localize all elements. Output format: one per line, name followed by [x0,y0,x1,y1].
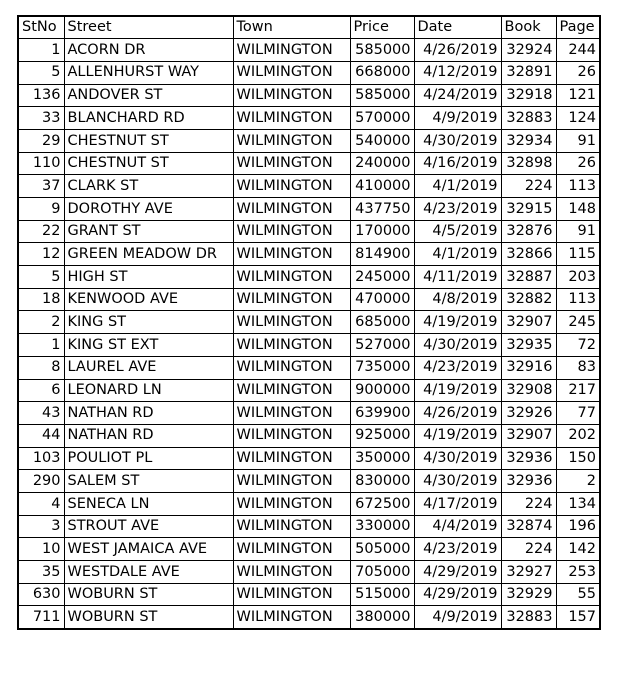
cell-price: 380000 [350,606,414,629]
table-row [18,175,600,198]
cell-street: CLARK ST [64,175,233,198]
cell-stno: 110 [18,152,64,175]
cell-town: WILMINGTON [233,152,350,175]
cell-price: 735000 [350,356,414,379]
cell-stno: 5 [18,266,64,289]
cell-date: 4/26/2019 [414,39,501,62]
cell-book: 32935 [501,334,556,357]
cell-price: 900000 [350,379,414,402]
cell-street: KENWOOD AVE [64,288,233,311]
cell-book: 32926 [501,402,556,425]
cell-book: 32936 [501,470,556,493]
cell-page: 196 [556,515,600,538]
col-header-price: Price [350,16,414,39]
cell-date: 4/19/2019 [414,311,501,334]
cell-book: 32915 [501,198,556,221]
cell-price: 585000 [350,39,414,62]
cell-date: 4/24/2019 [414,84,501,107]
cell-stno: 6 [18,379,64,402]
cell-street: ACORN DR [64,39,233,62]
table-row [18,515,600,538]
cell-book: 32883 [501,606,556,629]
cell-street: ALLENHURST WAY [64,61,233,84]
cell-date: 4/29/2019 [414,583,501,606]
cell-book: 32874 [501,515,556,538]
cell-stno: 12 [18,243,64,266]
cell-stno: 44 [18,424,64,447]
cell-date: 4/23/2019 [414,198,501,221]
cell-stno: 3 [18,515,64,538]
cell-stno: 37 [18,175,64,198]
cell-book: 32887 [501,266,556,289]
cell-street: GREEN MEADOW DR [64,243,233,266]
cell-stno: 8 [18,356,64,379]
table-row [18,424,600,447]
cell-street: WOBURN ST [64,583,233,606]
cell-town: WILMINGTON [233,107,350,130]
cell-page: 72 [556,334,600,357]
col-header-page: Page [556,16,600,39]
cell-town: WILMINGTON [233,266,350,289]
cell-stno: 290 [18,470,64,493]
cell-town: WILMINGTON [233,175,350,198]
cell-street: LAUREL AVE [64,356,233,379]
cell-street: SALEM ST [64,470,233,493]
cell-street: KING ST [64,311,233,334]
cell-stno: 5 [18,61,64,84]
cell-town: WILMINGTON [233,561,350,584]
cell-book: 32916 [501,356,556,379]
cell-page: 142 [556,538,600,561]
cell-book: 32924 [501,39,556,62]
cell-book: 32934 [501,129,556,152]
cell-date: 4/12/2019 [414,61,501,84]
cell-street: CHESTNUT ST [64,129,233,152]
cell-town: WILMINGTON [233,311,350,334]
cell-town: WILMINGTON [233,198,350,221]
cell-town: WILMINGTON [233,334,350,357]
cell-stno: 9 [18,198,64,221]
table-row [18,61,600,84]
table-row [18,356,600,379]
cell-stno: 43 [18,402,64,425]
table-row [18,198,600,221]
cell-town: WILMINGTON [233,492,350,515]
cell-street: DOROTHY AVE [64,198,233,221]
cell-date: 4/29/2019 [414,561,501,584]
cell-town: WILMINGTON [233,61,350,84]
cell-street: WOBURN ST [64,606,233,629]
table-row [18,243,600,266]
cell-street: HIGH ST [64,266,233,289]
cell-date: 4/30/2019 [414,334,501,357]
cell-book: 32907 [501,424,556,447]
table-row [18,583,600,606]
cell-stno: 630 [18,583,64,606]
cell-book: 224 [501,492,556,515]
table-row [18,606,600,629]
cell-page: 91 [556,129,600,152]
cell-page: 91 [556,220,600,243]
cell-street: ANDOVER ST [64,84,233,107]
cell-date: 4/19/2019 [414,379,501,402]
table-row [18,129,600,152]
cell-price: 350000 [350,447,414,470]
cell-price: 470000 [350,288,414,311]
cell-town: WILMINGTON [233,424,350,447]
cell-town: WILMINGTON [233,515,350,538]
header-row [18,16,600,39]
cell-stno: 18 [18,288,64,311]
table-row [18,311,600,334]
cell-date: 4/9/2019 [414,107,501,130]
cell-date: 4/16/2019 [414,152,501,175]
cell-book: 32927 [501,561,556,584]
cell-street: WESTDALE AVE [64,561,233,584]
cell-price: 540000 [350,129,414,152]
cell-page: 244 [556,39,600,62]
cell-date: 4/26/2019 [414,402,501,425]
cell-stno: 1 [18,39,64,62]
cell-book: 32908 [501,379,556,402]
cell-street: BLANCHARD RD [64,107,233,130]
table-row [18,538,600,561]
cell-price: 527000 [350,334,414,357]
table-row [18,561,600,584]
table-row [18,84,600,107]
cell-date: 4/8/2019 [414,288,501,311]
cell-price: 814900 [350,243,414,266]
table-row [18,470,600,493]
cell-date: 4/23/2019 [414,538,501,561]
cell-street: WEST JAMAICA AVE [64,538,233,561]
cell-date: 4/11/2019 [414,266,501,289]
table-row [18,334,600,357]
cell-page: 157 [556,606,600,629]
cell-town: WILMINGTON [233,220,350,243]
cell-page: 253 [556,561,600,584]
cell-town: WILMINGTON [233,538,350,561]
cell-book: 32866 [501,243,556,266]
cell-date: 4/1/2019 [414,243,501,266]
cell-stno: 711 [18,606,64,629]
cell-page: 113 [556,288,600,311]
cell-price: 705000 [350,561,414,584]
cell-town: WILMINGTON [233,84,350,107]
table-row [18,152,600,175]
cell-page: 26 [556,152,600,175]
cell-town: WILMINGTON [233,379,350,402]
cell-date: 4/19/2019 [414,424,501,447]
cell-date: 4/30/2019 [414,129,501,152]
table-body [18,39,600,629]
cell-book: 32918 [501,84,556,107]
cell-town: WILMINGTON [233,470,350,493]
table-row [18,492,600,515]
cell-stno: 136 [18,84,64,107]
cell-stno: 10 [18,538,64,561]
cell-book: 32936 [501,447,556,470]
table-row [18,288,600,311]
cell-price: 570000 [350,107,414,130]
cell-date: 4/1/2019 [414,175,501,198]
cell-page: 150 [556,447,600,470]
cell-price: 585000 [350,84,414,107]
table-row [18,447,600,470]
cell-date: 4/30/2019 [414,447,501,470]
cell-page: 113 [556,175,600,198]
cell-street: NATHAN RD [64,424,233,447]
cell-town: WILMINGTON [233,129,350,152]
cell-page: 245 [556,311,600,334]
table-row [18,39,600,62]
cell-town: WILMINGTON [233,39,350,62]
cell-book: 32882 [501,288,556,311]
cell-page: 2 [556,470,600,493]
cell-price: 515000 [350,583,414,606]
col-header-book: Book [501,16,556,39]
col-header-stno: StNo [18,16,64,39]
cell-price: 925000 [350,424,414,447]
cell-stno: 4 [18,492,64,515]
cell-price: 240000 [350,152,414,175]
cell-date: 4/23/2019 [414,356,501,379]
cell-date: 4/5/2019 [414,220,501,243]
cell-page: 217 [556,379,600,402]
cell-town: WILMINGTON [233,583,350,606]
cell-book: 32929 [501,583,556,606]
cell-page: 83 [556,356,600,379]
cell-street: CHESTNUT ST [64,152,233,175]
col-header-street: Street [64,16,233,39]
table-row [18,379,600,402]
cell-price: 668000 [350,61,414,84]
cell-street: SENECA LN [64,492,233,515]
cell-book: 32898 [501,152,556,175]
sales-table [17,15,601,630]
cell-page: 26 [556,61,600,84]
cell-stno: 22 [18,220,64,243]
cell-stno: 103 [18,447,64,470]
cell-page: 134 [556,492,600,515]
col-header-date: Date [414,16,501,39]
cell-town: WILMINGTON [233,288,350,311]
cell-price: 639900 [350,402,414,425]
table-row [18,266,600,289]
cell-price: 505000 [350,538,414,561]
cell-price: 672500 [350,492,414,515]
cell-page: 203 [556,266,600,289]
cell-page: 77 [556,402,600,425]
cell-book: 32907 [501,311,556,334]
cell-town: WILMINGTON [233,606,350,629]
col-header-town: Town [233,16,350,39]
cell-town: WILMINGTON [233,243,350,266]
cell-street: STROUT AVE [64,515,233,538]
cell-street: POULIOT PL [64,447,233,470]
cell-book: 32876 [501,220,556,243]
cell-page: 115 [556,243,600,266]
cell-page: 202 [556,424,600,447]
cell-stno: 29 [18,129,64,152]
cell-stno: 35 [18,561,64,584]
cell-town: WILMINGTON [233,356,350,379]
cell-stno: 33 [18,107,64,130]
cell-book: 224 [501,175,556,198]
cell-price: 437750 [350,198,414,221]
cell-stno: 1 [18,334,64,357]
cell-price: 245000 [350,266,414,289]
table-row [18,402,600,425]
cell-date: 4/4/2019 [414,515,501,538]
cell-page: 121 [556,84,600,107]
cell-page: 124 [556,107,600,130]
cell-street: GRANT ST [64,220,233,243]
cell-street: LEONARD LN [64,379,233,402]
cell-price: 330000 [350,515,414,538]
cell-price: 830000 [350,470,414,493]
cell-page: 55 [556,583,600,606]
cell-town: WILMINGTON [233,447,350,470]
cell-book: 32891 [501,61,556,84]
cell-town: WILMINGTON [233,402,350,425]
cell-street: KING ST EXT [64,334,233,357]
cell-price: 170000 [350,220,414,243]
cell-date: 4/17/2019 [414,492,501,515]
cell-book: 224 [501,538,556,561]
cell-page: 148 [556,198,600,221]
cell-price: 410000 [350,175,414,198]
table-row [18,107,600,130]
table-row [18,220,600,243]
cell-street: NATHAN RD [64,402,233,425]
cell-stno: 2 [18,311,64,334]
cell-date: 4/9/2019 [414,606,501,629]
cell-book: 32883 [501,107,556,130]
cell-price: 685000 [350,311,414,334]
cell-date: 4/30/2019 [414,470,501,493]
